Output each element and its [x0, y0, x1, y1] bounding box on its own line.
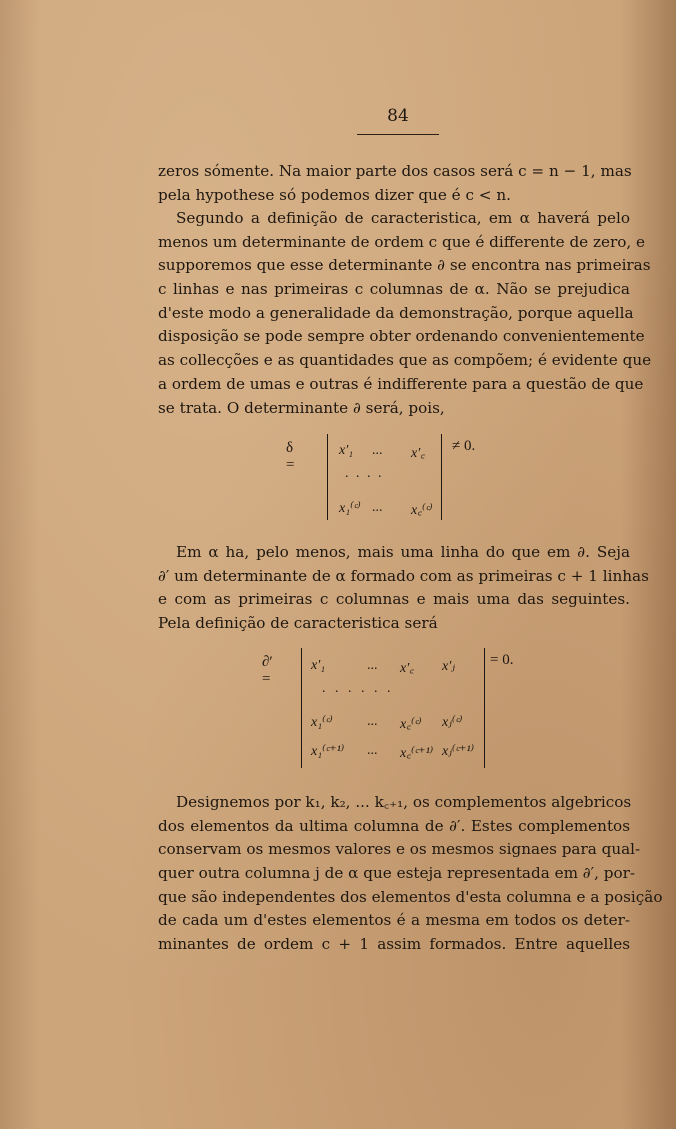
matrix-cell: x꜀⁽ᶜ⁾: [411, 503, 433, 518]
text-line: zeros sómente. Na maior parte dos casos será c = n − 1, mas: [158, 162, 632, 180]
determinant-label: δ =: [286, 440, 295, 473]
matrix-cell: x′꜀: [400, 661, 415, 676]
determinant-bar-right: [441, 434, 442, 520]
text-line: que são independentes dos elementos d'esta columna e a posição: [158, 887, 663, 906]
text-line: as collecções e as quantidades que as compõem; é evidente que: [158, 351, 652, 370]
determinant-bar-left: [327, 434, 328, 520]
text-line: d'este modo a generalidade da demonstração, porque aquella: [158, 303, 634, 322]
matrix-ellipsis: ...: [372, 500, 383, 515]
text-line: Segundo a definição de caracteristica, em α haverá pelo: [176, 209, 630, 227]
matrix-ellipsis: ...: [372, 443, 383, 458]
determinant-bar-right: [484, 648, 485, 768]
determinant-rhs: ≠ 0.: [452, 438, 476, 454]
matrix-cell: xⱼ⁽ᶜ⁾: [442, 715, 463, 730]
matrix-cell: x₁⁽ᶜ⁾: [311, 715, 333, 730]
header-rule: [357, 134, 439, 135]
matrix-cell: x′ⱼ: [442, 659, 455, 674]
matrix-cell: xⱼ⁽ᶜ⁺¹⁾: [442, 744, 475, 759]
matrix-cell: x₁⁽ᶜ⁺¹⁾: [311, 744, 345, 759]
text-line: quer outra columna j de α que esteja representada em ∂′, por-: [158, 864, 636, 883]
text-line: ∂′ um determinante de α formado com as primeiras c + 1 linhas: [158, 566, 649, 585]
paragraph-1: [158, 160, 630, 207]
matrix-dots-row: . . . .: [345, 466, 384, 481]
matrix-ellipsis: ...: [367, 658, 378, 673]
text-line: Designemos por k₁, k₂, ... k꜀₊₁, os complementos algebricos: [176, 793, 632, 811]
text-line: Pela definição de caracteristica será: [158, 614, 438, 633]
matrix-cell: x꜀⁽ᶜ⁾: [400, 717, 422, 732]
matrix-cell: x′꜀: [411, 446, 426, 461]
text-line: minantes de ordem c + 1 assim formados. Entre aquelles: [158, 935, 630, 954]
matrix-cell: x′₁: [311, 658, 326, 673]
text-line: de cada um d'estes elementos é a mesma em todos os deter-: [158, 911, 630, 930]
matrix-cell: x₁⁽ᶜ⁾: [339, 501, 361, 516]
determinant-rhs: = 0.: [490, 652, 514, 668]
paragraph-3: [158, 541, 649, 636]
paragraph-4: [158, 791, 663, 957]
text-line: supporemos que esse determinante ∂ se encontra nas primeiras: [158, 256, 651, 275]
text-line: Em α ha, pelo menos, mais uma linha do que em ∂. Seja: [176, 543, 630, 561]
text-line: dos elementos da ultima columna de ∂′. Estes complementos: [158, 816, 630, 835]
determinant-label: ∂′ =: [262, 654, 273, 687]
text-line: pela hypothese só podemos dizer que é c < n.: [158, 185, 511, 204]
page-number: 84: [387, 106, 409, 126]
text-line: a ordem de umas e outras é indifferente para a questão de que: [158, 374, 644, 393]
text-line: c linhas e nas primeiras c columnas de α. Não se prejudica: [158, 280, 630, 299]
matrix-ellipsis: ...: [367, 714, 378, 729]
matrix-ellipsis: ...: [367, 743, 378, 758]
determinant-bar-left: [301, 648, 302, 768]
text-line: e com as primeiras c columnas e mais uma das seguintes.: [158, 590, 630, 609]
matrix-cell: x꜀⁽ᶜ⁺¹⁾: [400, 746, 434, 761]
text-line: menos um determinante de ordem c que é differente de zero, e: [158, 232, 646, 251]
matrix-cell: x′₁: [339, 443, 354, 458]
matrix-dots-row: . . . . . .: [322, 681, 394, 696]
paragraph-2: [158, 207, 652, 420]
text-line: conservam os mesmos valores e os mesmos signaes para qual-: [158, 840, 641, 859]
text-line: disposição se pode sempre obter ordenando convenientemente: [158, 327, 645, 346]
text-line: se trata. O determinante ∂ será, pois,: [158, 398, 445, 417]
